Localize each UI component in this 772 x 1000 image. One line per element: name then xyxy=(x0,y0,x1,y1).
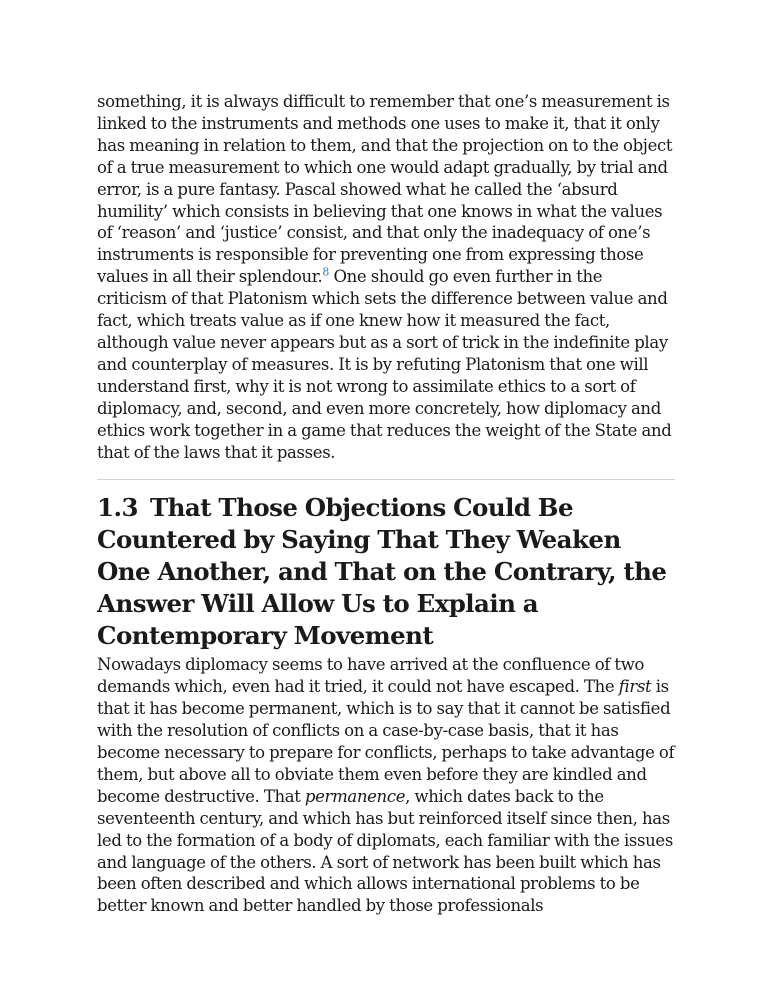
footnote-reference-link[interactable]: 8 xyxy=(322,265,330,279)
section-title: That Those Objections Could Be Countered by Saying That They Weaken One Another, and That on the Contrary, the Answer Will Allow Us to Explain a Contemporary Movement xyxy=(97,493,667,651)
section-heading xyxy=(97,492,675,652)
paragraph-2-part-1: Nowadays diplomacy seems to have arrived at the confluence of two demands which, even had it tried, it could not have escaped. The xyxy=(97,655,645,697)
section-divider xyxy=(97,479,675,480)
section-number: 1.3 xyxy=(97,493,138,523)
paragraph-1-text-before-note: something, it is always difficult to remember that one’s measurement is linked to the instruments and methods one uses to make it, that it only has meaning in relation to them, and that the projection on to the object of a true measurement to which one would adapt gradually, by trial and error, is a pure fantasy. Pascal showed what he called the ‘absurd humility’ which consists in believing that one knows in what the values of ‘reason’ and ‘justice’ consist, and that only the inadequacy of one’s instruments is responsible for preventing one from expressing those values in all their splendour. xyxy=(97,92,673,287)
paragraph-2-emphasis-permanence: permanence xyxy=(304,786,406,806)
body-paragraph-2 xyxy=(97,654,675,917)
paragraph-1-text-after-note: One should go even further in the criticism of that Platonism which sets the difference between value and fact, which treats value as if one knew how it measured the fact, although value never appears but as a sort of trick in the indefinite play and counterplay of measures. It is by refuting Platonism that one will understand first, why it is not wrong to assimilate ethics to a sort of diplomacy, and, second, and even more concretely, how diplomacy and ethics work together in a game that reduces the weight of the State and that of the laws that it passes. xyxy=(97,267,672,462)
paragraph-2-emphasis-first: first xyxy=(618,677,652,697)
paragraph-2-part-3: , which dates back to the seventeenth century, and which has but reinforced itself since then, has led to the formation of a body of diplomats, each familiar with the issues and language of the others. A sort of network has been built which has been often described and which allows international problems to be better known and better handled by those professionals xyxy=(97,786,673,916)
body-paragraph-1 xyxy=(97,91,675,463)
paragraph-2-part-2: is that it has become permanent, which is to say that it cannot be satisfied with the resolution of conflicts on a case-by-case basis, that it has become necessary to prepare for conflicts, perhaps to take advantage of them, but above all to obviate them even before they are kindled and become destructive. That xyxy=(97,677,675,806)
document-page xyxy=(97,91,675,917)
